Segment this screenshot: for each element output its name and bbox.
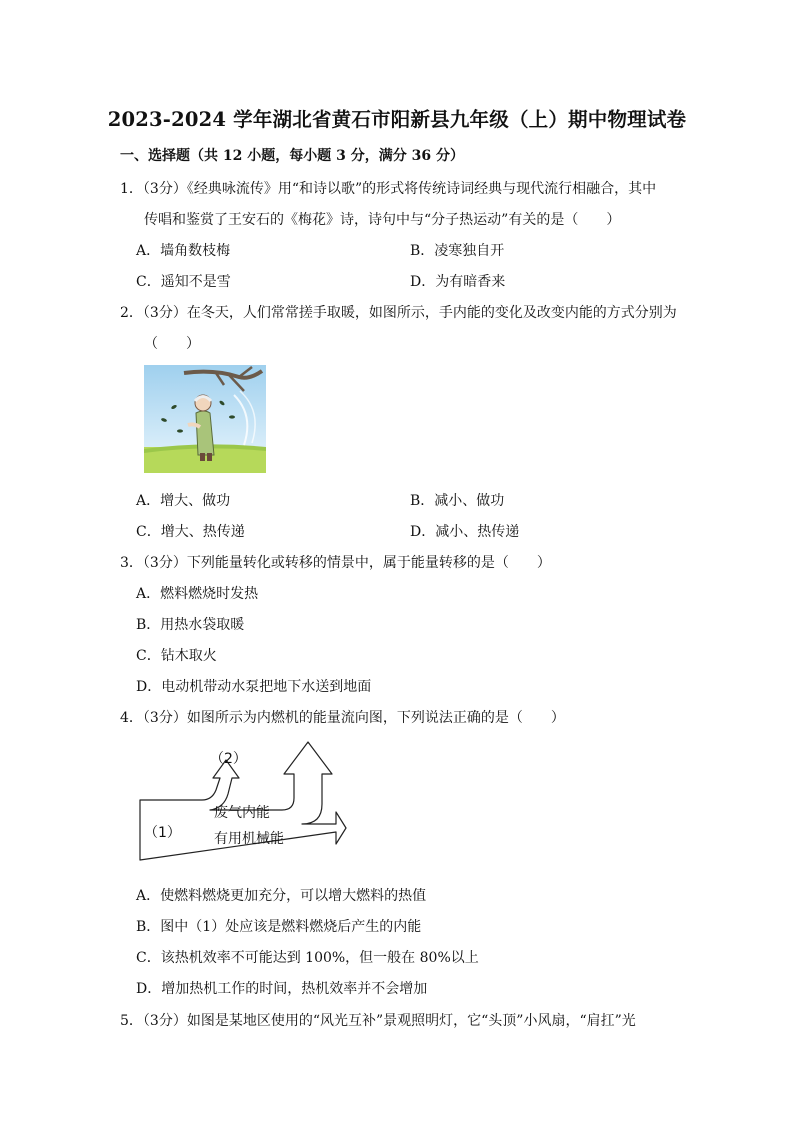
question-3-option-d: D．电动机带动水泵把地下水送到地面: [136, 679, 372, 695]
question-2-option-c: C．增大、热传递: [136, 524, 245, 540]
page-title: 2023-2024 学年湖北省黄石市阳新县九年级（上）期中物理试卷: [107, 108, 687, 131]
question-2-option-d: D．减小、热传递: [410, 524, 520, 540]
question-2-illustration: [144, 365, 266, 473]
question-5-line-1: 5．（3分）如图是某地区使用的“风光互补”景观照明灯，它“头顶”小风扇，“肩扛”光: [120, 1013, 636, 1029]
question-4-line-1: 4．（3分）如图所示为内燃机的能量流向图，下列说法正确的是（ ）: [120, 710, 565, 726]
question-1-option-a: A．墙角数枝梅: [136, 243, 231, 259]
question-4-option-a: A．使燃料燃烧更加充分，可以增大燃料的热值: [136, 888, 427, 904]
question-3-line-1: 3．（3分）下列能量转化或转移的情景中，属于能量转移的是（ ）: [120, 555, 551, 571]
question-1-option-b: B．凌寒独自开: [410, 243, 505, 259]
question-2-line-1: 2．（3分）在冬天，人们常常搓手取暖，如图所示，手内能的变化及改变内能的方式分别为: [120, 305, 677, 321]
question-1-option-d: D．为有暗香来: [410, 274, 506, 290]
question-1-line-1: 1．（3分）《经典咏流传》用“和诗以歌”的形式将传统诗词经典与现代流行相融合，其中: [120, 181, 657, 197]
flow-label-2: （2）: [210, 751, 247, 767]
flow-label-1: （1）: [144, 825, 181, 841]
question-1-line-2: 传唱和鉴赏了王安石的《梅花》诗，诗句中与“分子热运动”有关的是（ ）: [144, 212, 621, 228]
flow-label-useful-energy: 有用机械能: [214, 831, 284, 847]
question-3-option-c: C．钻木取火: [136, 648, 217, 664]
question-4-option-d: D．增加热机工作的时间，热机效率并不会增加: [136, 981, 428, 997]
question-2-line-2: （ ）: [144, 336, 200, 352]
question-4-option-c: C．该热机效率不可能达到 100%，但一般在 80%以上: [136, 950, 479, 966]
question-2-option-b: B．减小、做功: [410, 493, 505, 509]
flow-label-exhaust-energy: 废气内能: [214, 805, 270, 821]
question-2-option-a: A．增大、做功: [136, 493, 231, 509]
energy-flow-diagram: [136, 738, 356, 870]
question-1-option-c: C．遥知不是雪: [136, 274, 231, 290]
question-3-option-a: A．燃料燃烧时发热: [136, 586, 259, 602]
question-4-option-b: B．图中（1）处应该是燃料燃烧后产生的内能: [136, 919, 422, 935]
section-heading: 一、选择题（共 12 小题，每小题 3 分，满分 36 分）: [120, 148, 464, 164]
question-3-option-b: B．用热水袋取暖: [136, 617, 245, 633]
